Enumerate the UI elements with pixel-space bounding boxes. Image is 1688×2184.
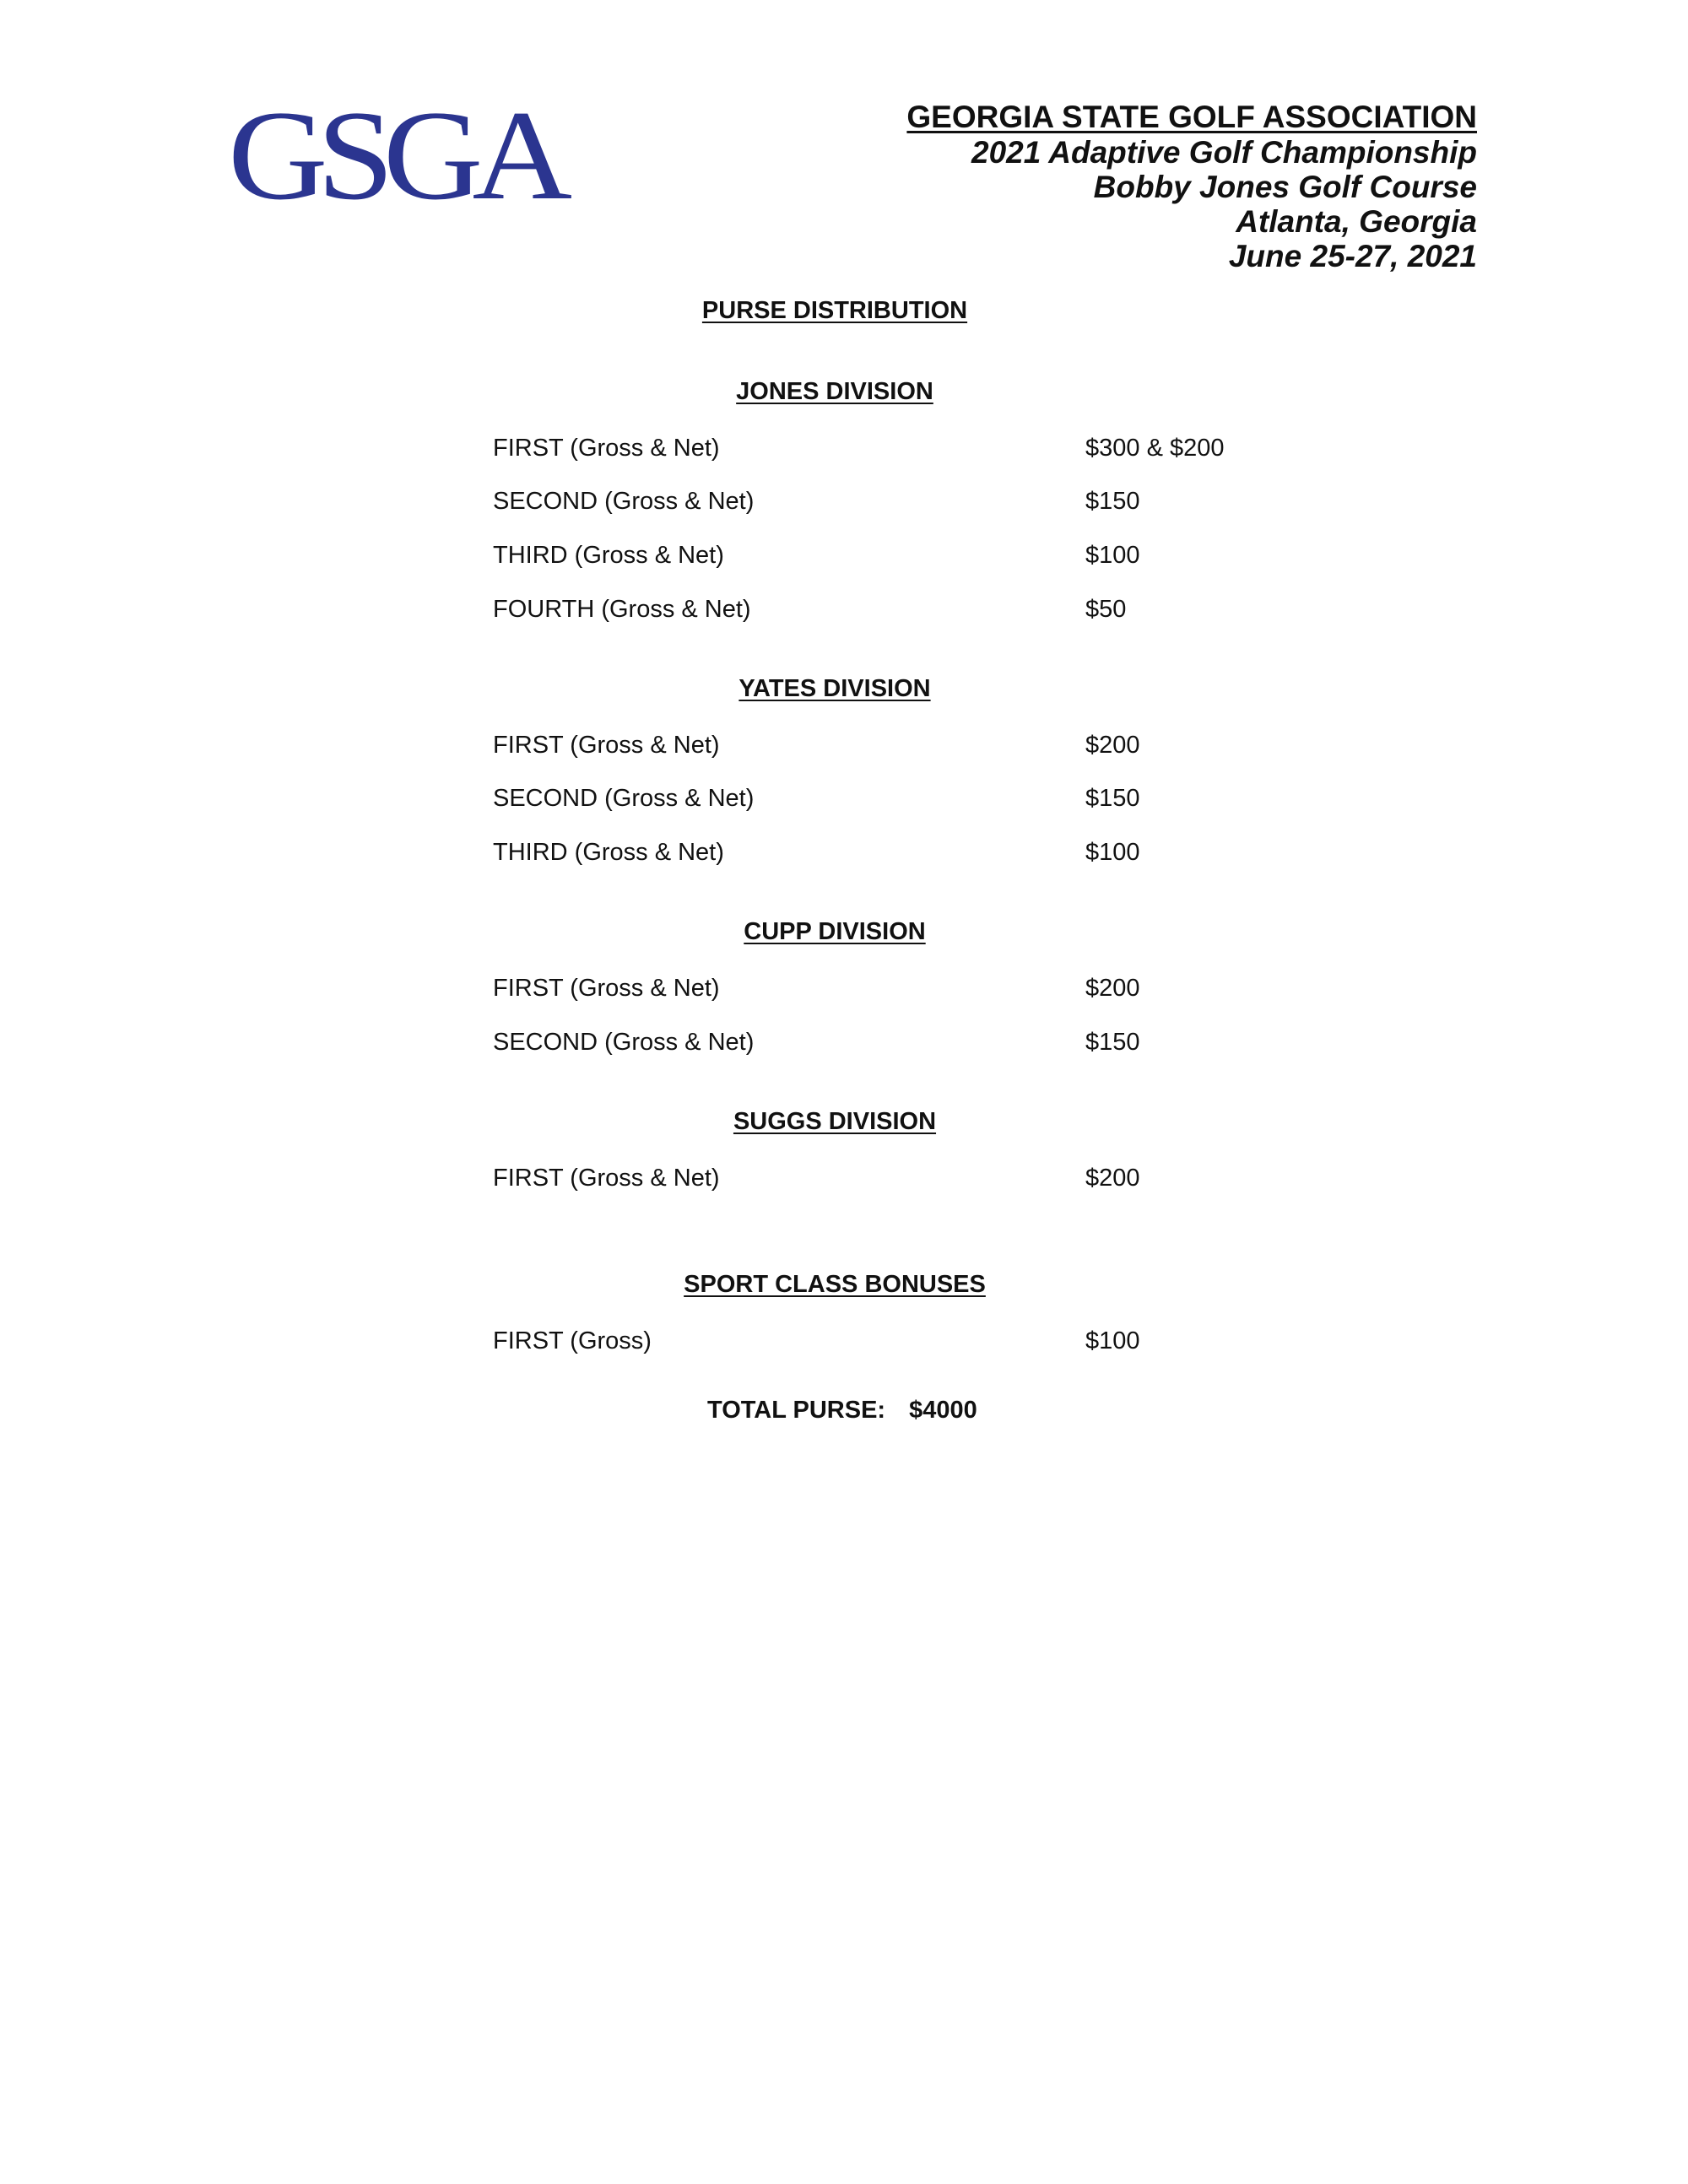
place-label: SECOND (Gross & Net) bbox=[493, 488, 755, 515]
section-title-sport-class-bonuses: SPORT CLASS BONUSES bbox=[684, 1271, 986, 1298]
section-title-cupp: CUPP DIVISION bbox=[744, 918, 926, 945]
total-purse bbox=[707, 1397, 977, 1424]
prize-amount: $100 bbox=[1085, 1327, 1140, 1354]
place-label: THIRD (Gross & Net) bbox=[493, 839, 724, 866]
section-title-jones: JONES DIVISION bbox=[736, 378, 933, 405]
place-label: FIRST (Gross & Net) bbox=[493, 435, 720, 462]
prize-amount: $300 & $200 bbox=[1085, 435, 1225, 462]
place-label: SECOND (Gross & Net) bbox=[493, 1029, 755, 1056]
prize-amount: $200 bbox=[1085, 1165, 1140, 1192]
place-label: FOURTH (Gross & Net) bbox=[493, 596, 751, 623]
prize-amount: $150 bbox=[1085, 1029, 1140, 1056]
place-label: FIRST (Gross & Net) bbox=[493, 1165, 720, 1192]
event-dates: June 25-27, 2021 bbox=[1228, 239, 1477, 273]
prize-amount: $200 bbox=[1085, 732, 1140, 759]
prize-amount: $200 bbox=[1085, 975, 1140, 1002]
place-label: SECOND (Gross & Net) bbox=[493, 785, 755, 812]
place-label: FIRST (Gross & Net) bbox=[493, 732, 720, 759]
document-header bbox=[906, 100, 1477, 273]
prize-amount: $100 bbox=[1085, 542, 1140, 569]
prize-amount: $100 bbox=[1085, 839, 1140, 866]
prize-amount: $150 bbox=[1085, 488, 1140, 515]
gsga-logo: GSGA bbox=[228, 84, 562, 226]
prize-amount: $150 bbox=[1085, 785, 1140, 812]
organization-name: GEORGIA STATE GOLF ASSOCIATION bbox=[906, 100, 1477, 134]
purse-distribution-title: PURSE DISTRIBUTION bbox=[701, 297, 968, 324]
place-label: FIRST (Gross) bbox=[493, 1327, 652, 1354]
place-label: FIRST (Gross & Net) bbox=[493, 975, 720, 1002]
place-label: THIRD (Gross & Net) bbox=[493, 542, 724, 569]
section-title-suggs: SUGGS DIVISION bbox=[733, 1108, 937, 1135]
total-purse-amount: $4000 bbox=[909, 1397, 977, 1424]
event-name: 2021 Adaptive Golf Championship bbox=[971, 135, 1477, 170]
total-purse-label: TOTAL PURSE: bbox=[707, 1397, 886, 1424]
event-location: Atlanta, Georgia bbox=[1236, 204, 1477, 239]
section-title-yates: YATES DIVISION bbox=[738, 675, 931, 702]
venue-name: Bobby Jones Golf Course bbox=[1093, 170, 1477, 204]
prize-amount: $50 bbox=[1085, 596, 1127, 623]
